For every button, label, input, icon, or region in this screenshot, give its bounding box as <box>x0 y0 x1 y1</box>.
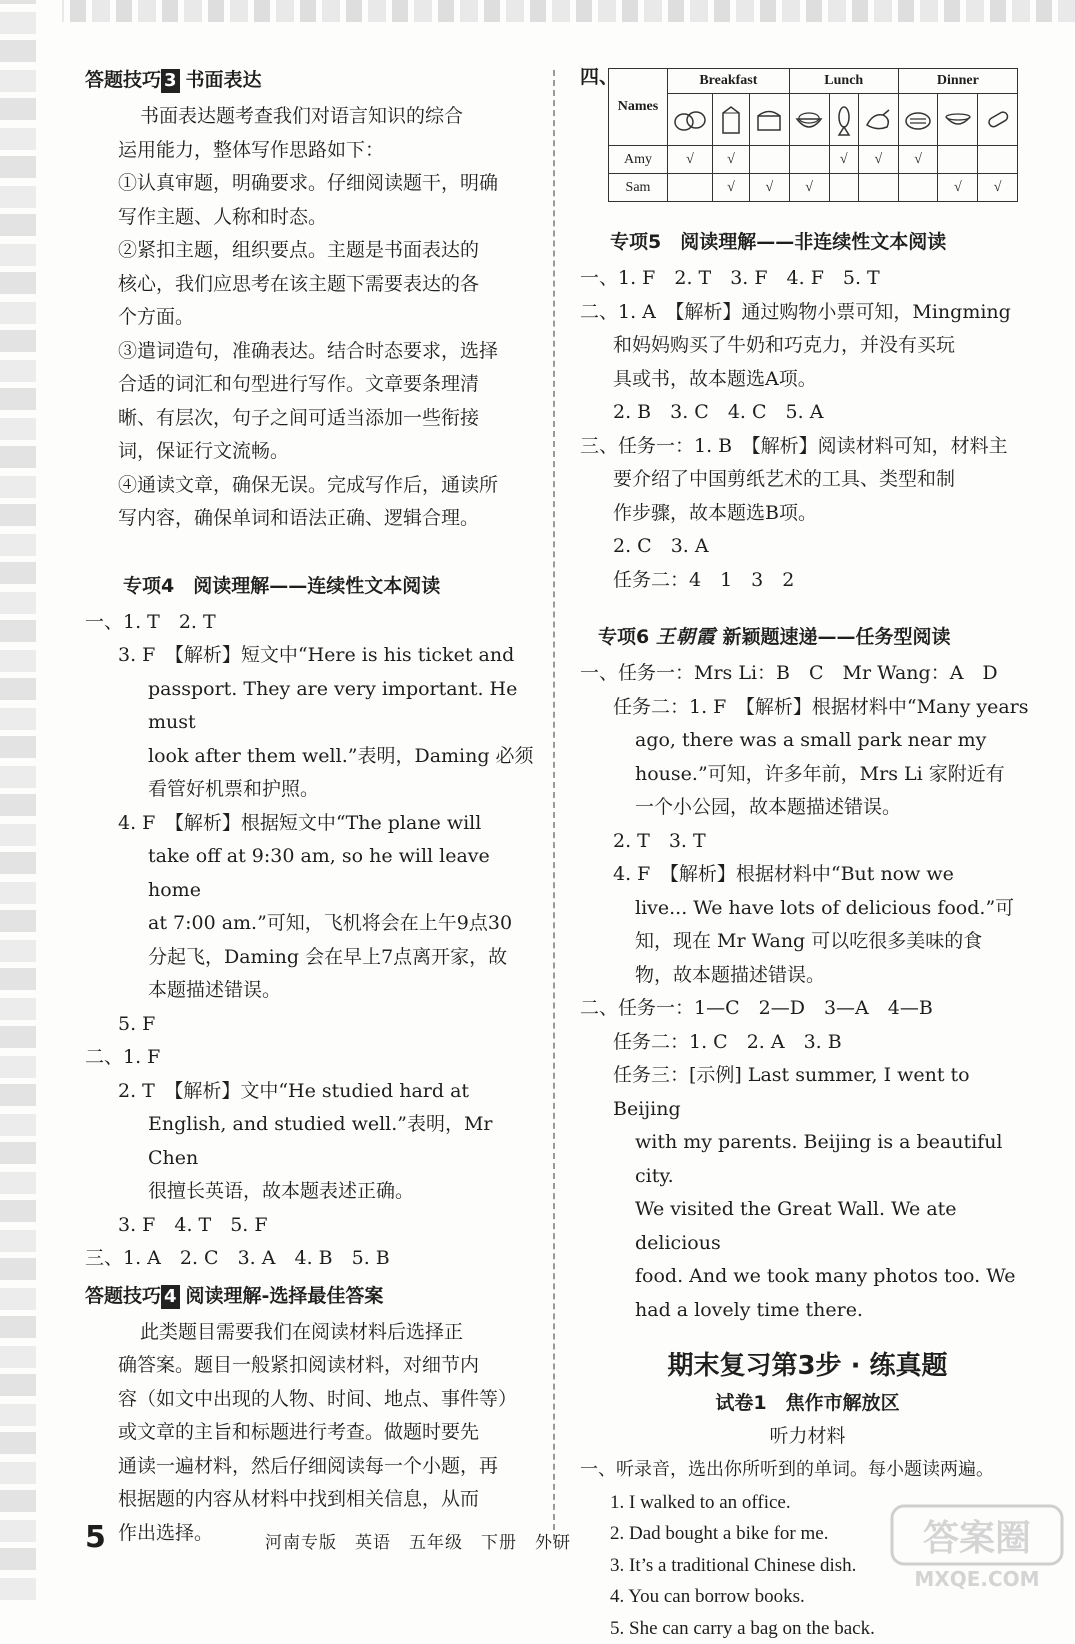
answer-line: 要介绍了中国剪纸艺术的工具、类型和制 <box>580 463 1035 497</box>
part-four-label: 四、 <box>580 62 618 89</box>
bread-icon <box>668 94 713 146</box>
meat-icon <box>898 94 938 146</box>
answer-line: 2. C 3. A <box>580 530 1035 564</box>
mark-cell <box>668 174 713 202</box>
text-line: 作出选择。 <box>85 1517 540 1551</box>
tip3-number-badge: 3 <box>161 69 180 93</box>
answer-line: 分起飞，Daming 会在早上7点离开家，故 <box>85 941 540 975</box>
answer-line: look after them well.”表明，Daming 必须 <box>85 740 540 774</box>
answer-line: 作步骤，故本题选B项。 <box>580 497 1035 531</box>
cake-icon <box>750 94 790 146</box>
answer-line: passport. They are very important. He must <box>85 673 540 740</box>
answer-line: 任务二：1. C 2. A 3. B <box>580 1026 1035 1060</box>
left-column <box>85 60 540 1550</box>
answer-line: 一、1. T 2. T <box>85 606 540 640</box>
chicken-icon <box>858 94 898 146</box>
answer-line: 很擅长英语，故本题表述正确。 <box>85 1175 540 1209</box>
breakfast-header: Breakfast <box>668 69 790 94</box>
mark-cell: √ <box>668 146 713 174</box>
lunch-header: Lunch <box>789 69 898 94</box>
tip4-number-badge: 4 <box>161 1285 180 1309</box>
answer-line: English, and studied well.”表明，Mr Chen <box>85 1108 540 1175</box>
answer-line: We visited the Great Wall. We ate delicious <box>580 1193 1035 1260</box>
page-number: 5 <box>85 1520 106 1555</box>
answer-line: 5. F <box>85 1008 540 1042</box>
text-line: ③遣词造句，准确表达。结合时态要求，选择 <box>85 335 540 369</box>
text-line: 晰、有层次，句子之间可适当添加一些衔接 <box>85 402 540 436</box>
mark-cell: √ <box>898 146 938 174</box>
text-line: 写作主题、人称和时态。 <box>85 201 540 235</box>
answer-line: 二、1. F <box>85 1041 540 1075</box>
watermark-bottom-text: MXQE.COM <box>914 1567 1039 1591</box>
listening-item: 2. Dad bought a bike for me. <box>580 1518 1035 1550</box>
mark-cell <box>858 174 898 202</box>
page-edge-left <box>0 0 62 1600</box>
answer-line: house.”可知，许多年前，Mrs Li 家附近有 <box>580 758 1035 792</box>
text-line: 书面表达题考查我们对语言知识的综合 <box>85 100 540 134</box>
mark-cell: √ <box>750 174 790 202</box>
fish-icon <box>829 94 858 146</box>
text-line: 容（如文中出现的人物、时间、地点、事件等） <box>85 1383 540 1417</box>
text-line: 合适的词汇和句型进行写作。文章要条理清 <box>85 368 540 402</box>
text-line: 此类题目需要我们在阅读材料后选择正 <box>85 1316 540 1350</box>
answer-line: 任务三：[示例] Last summer, I went to Beijing <box>580 1059 1035 1126</box>
text-line: 通读一遍材料，然后仔细阅读每一个小题，再 <box>85 1450 540 1484</box>
text-line: 运用能力，整体写作思路如下： <box>85 134 540 168</box>
names-header: Names <box>609 69 668 146</box>
answer-line: 二、1. A 【解析】通过购物小票可知，Mingming <box>580 296 1035 330</box>
answer-line: 三、1. A 2. C 3. A 4. B 5. B <box>85 1242 540 1276</box>
text-line: ②紧扣主题，组织要点。主题是书面表达的 <box>85 234 540 268</box>
answer-line: 和妈妈购买了牛奶和巧克力，并没有买玩 <box>580 329 1035 363</box>
answer-line: 一、1. F 2. T 3. F 4. F 5. T <box>580 262 1035 296</box>
answer-line: had a lovely time there. <box>580 1294 1035 1328</box>
listening-item: 5. She can carry a bag on the back. <box>580 1613 1035 1644</box>
footer-text: 河南专版 英语 五年级 下册 外研 <box>265 1528 571 1553</box>
answer-line: 4. F 【解析】根据材料中“But now we <box>580 858 1035 892</box>
answer-line: 2. T 3. T <box>580 825 1035 859</box>
section6-title: 新颖题速递——任务型阅读 <box>723 626 951 648</box>
rice-icon <box>789 94 829 146</box>
text-line: ④通读文章，确保无误。完成写作后，通读所 <box>85 469 540 503</box>
column-divider <box>553 70 555 1540</box>
dinner-header: Dinner <box>898 69 1017 94</box>
listening-instruction: 一、听录音，选出你所听到的单词。每小题读两遍。 <box>580 1453 1035 1487</box>
milk-icon <box>712 94 749 146</box>
mark-cell: √ <box>858 146 898 174</box>
answer-line: live... We have lots of delicious food.”可 <box>580 892 1035 926</box>
tip4-label: 答题技巧 <box>85 1285 161 1307</box>
answer-line: 三、任务一：1. B 【解析】阅读材料可知，材料主 <box>580 430 1035 464</box>
answer-line: with my parents. Beijing is a beautiful city. <box>580 1126 1035 1193</box>
tip4-title: 阅读理解-选择最佳答案 <box>186 1285 384 1307</box>
right-column <box>580 60 1035 1644</box>
answer-line: 知，现在 Mr Wang 可以吃很多美味的食 <box>580 925 1035 959</box>
text-line: 根据题的内容从材料中找到相关信息，从而 <box>85 1483 540 1517</box>
sausage-icon <box>978 94 1018 146</box>
mark-cell <box>978 146 1018 174</box>
text-line: 确答案。题目一般紧扣阅读材料，对细节内 <box>85 1349 540 1383</box>
meal-table <box>608 68 1018 202</box>
answer-line: 看管好机票和护照。 <box>85 773 540 807</box>
section5-heading: 专项5 阅读理解——非连续性文本阅读 <box>580 222 1035 262</box>
row-name-sam: Sam <box>609 174 668 202</box>
answer-line: 4. F 【解析】根据短文中“The plane will <box>85 807 540 841</box>
brand-signature: 王朝霞 <box>656 626 716 648</box>
section6-prefix: 专项6 <box>598 626 649 648</box>
answer-line: 一个小公园，故本题描述错误。 <box>580 791 1035 825</box>
mark-cell: √ <box>712 174 749 202</box>
row-name-amy: Amy <box>609 146 668 174</box>
answer-line: 一、任务一：Mrs Li：B C Mr Wang：A D <box>580 657 1035 691</box>
text-line: 核心，我们应思考在该主题下需要表达的各 <box>85 268 540 302</box>
text-line: 写内容，确保单词和语法正确、逻辑合理。 <box>85 502 540 536</box>
mark-cell: √ <box>938 174 978 202</box>
mark-cell: √ <box>712 146 749 174</box>
tip4-heading <box>85 1276 540 1316</box>
answer-line: take off at 9:30 am, so he will leave home <box>85 840 540 907</box>
answer-line: 3. F 【解析】短文中“Here is his ticket and <box>85 639 540 673</box>
mark-cell <box>750 146 790 174</box>
tip3-title: 书面表达 <box>186 69 262 91</box>
watermark-logo <box>888 1500 1068 1592</box>
page-footer <box>85 1520 985 1570</box>
noodles-icon <box>938 94 978 146</box>
answer-line: 具或书，故本题选A项。 <box>580 363 1035 397</box>
final-review-title: 期末复习第3步 · 练真题 <box>580 1345 1035 1387</box>
tip3-label: 答题技巧 <box>85 69 161 91</box>
text-line: ①认真审题，明确要求。仔细阅读题干，明确 <box>85 167 540 201</box>
section4-heading: 专项4 阅读理解——连续性文本阅读 <box>85 566 540 606</box>
answer-line: 任务二：1. F 【解析】根据材料中“Many years <box>580 691 1035 725</box>
listening-item: 3. It’s a traditional Chinese dish. <box>580 1550 1035 1582</box>
text-line: 词，保证行文流畅。 <box>85 435 540 469</box>
page-edge-top <box>0 0 1075 22</box>
mark-cell <box>898 174 938 202</box>
listening-item: 1. I walked to an office. <box>580 1487 1035 1519</box>
text-line: 个方面。 <box>85 301 540 335</box>
answer-line: 任务二：4 1 3 2 <box>580 564 1035 598</box>
answer-line: 2. B 3. C 4. C 5. A <box>580 396 1035 430</box>
answer-line: 本题描述错误。 <box>85 974 540 1008</box>
answer-line: 3. F 4. T 5. F <box>85 1209 540 1243</box>
answer-line: 物，故本题描述错误。 <box>580 959 1035 993</box>
section6-heading <box>580 617 1035 657</box>
watermark-top-text: 答案圈 <box>923 1518 1031 1559</box>
listening-item: 4. You can borrow books. <box>580 1581 1035 1613</box>
answer-line: at 7:00 am.”可知，飞机将会在上午9点30 <box>85 907 540 941</box>
answer-line: 二、任务一：1—C 2—D 3—A 4—B <box>580 992 1035 1026</box>
meal-table-block <box>580 60 1035 210</box>
mark-cell: √ <box>789 174 829 202</box>
mark-cell: √ <box>829 146 858 174</box>
answer-line: food. And we took many photos too. We <box>580 1260 1035 1294</box>
mark-cell <box>829 174 858 202</box>
paper-title: 试卷1 焦作市解放区 <box>580 1387 1035 1420</box>
mark-cell <box>789 146 829 174</box>
listening-material-title: 听力材料 <box>580 1420 1035 1453</box>
tip3-heading <box>85 60 540 100</box>
answer-line: ago, there was a small park near my <box>580 724 1035 758</box>
mark-cell: √ <box>978 174 1018 202</box>
answer-line: 2. T 【解析】文中“He studied hard at <box>85 1075 540 1109</box>
mark-cell <box>938 146 978 174</box>
text-line: 或文章的主旨和标题进行考查。做题时要先 <box>85 1416 540 1450</box>
